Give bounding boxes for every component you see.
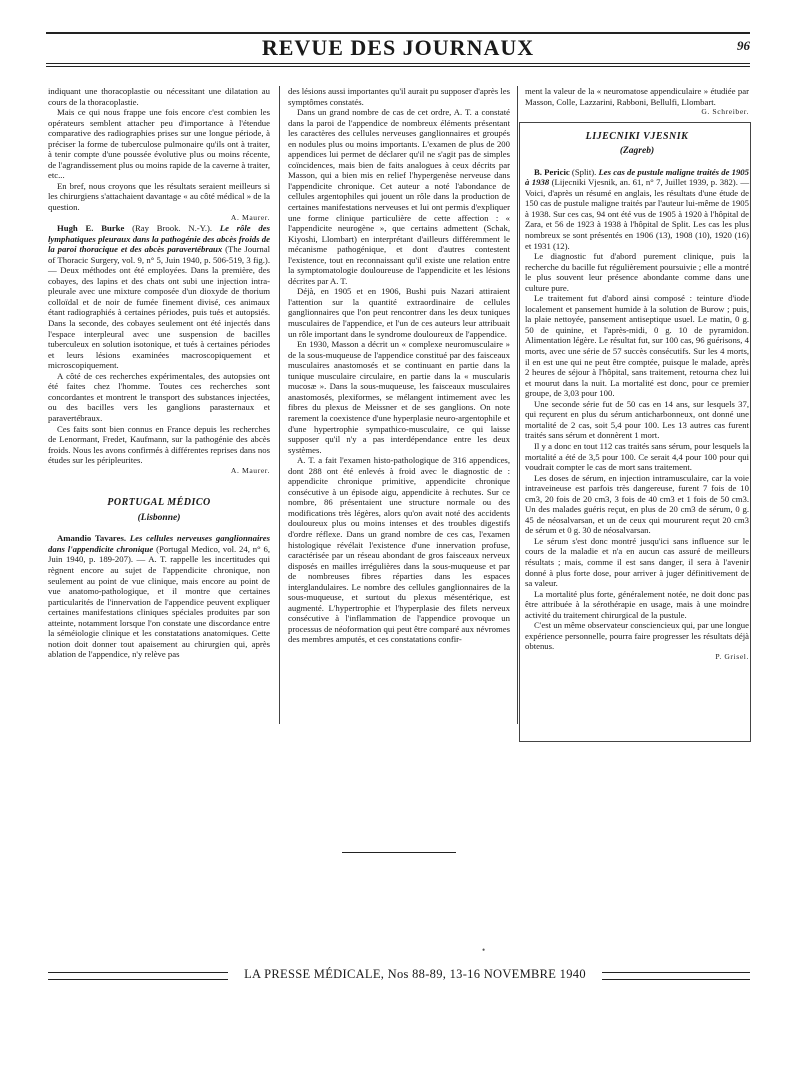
article-text: — Voici, d'après un résumé en anglais, les résultats d'une étude de 150 cas de pustule maligne traités par l'auteur lui-même de 1905 à 1938. Sur ces cas, 94 ont été vus de 1905 à 1920 à l'hôpital de Zara, et 56 de 1923 à 1938 à l'hôpital de Split. Les cas les plus nombreux se sont présentés en 1906 (13), 1908 (10), 1920 (16) et 1931 (12). xyxy=(525,177,749,251)
column-2 xyxy=(288,86,510,645)
paragraph: Dans un grand nombre de cas de cet ordre, A. T. a constaté dans la paroi de l'appendice de nombreux éléments présentant les caractères des cellules nerveuses ganglionnaires et groupés en nodules plus ou moins importants. L'examen de plus de 200 appendices lui permet de déclarer qu'il ne s'agit pas de simples coïncidences, mais bien de faits analogues à ceux décrits par Masson, qui a bien mis en relief l'hypergenèse nerveuse dans l'appendicite chronique. Cet auteur a noté l'abondance de cellules argentophiles qui jouent un rôle dans la production de certaines manifestations nerveuses et lui ont permis d'expliquer une forme clinique particulière de cette affection : « l'appendicite neurogène », que certains admettent (Schak, Kiyoshi, Llombart) en interprétant d'ailleurs différemment le mécanisme pathogénique, et dont d'autres contestent l'existence, tout en reconnaissant qu'il existe une relation entre la symptomatologie douloureuse de l'appendicite et les lésions décrites par A. T. xyxy=(288,107,510,286)
paragraph: Le sérum s'est donc montré jusqu'ici sans influence sur le cours de la maladie et n'a en aucun cas assuré de meilleurs résultats ; mais, comme il est sans danger, il sera à l'avenir donné à plus forte dose, pour arriver à juger définitivement de sa valeur. xyxy=(525,535,749,589)
paragraph: A. T. a fait l'examen histo-pathologique de 316 appendices, dont 288 ont été enlevés à froid avec le diagnostic de : appendicite chronique primitive, appendicite chronique consécutive à un épisode aigu, appendicite à rechutes. Sur ce nombre, 86 présentaient une structure normale ou des modifications très légères, alors qu'on avait noté des accidents douloureux plus ou moins intenses et des troubles digestifs d'ordre réflexe. Dans un grand nombre de ces cas, l'examen histologique révélait l'existence d'une innervation profuse, caractérisée par un réseau abondant de gros faisceaux nerveux disposés en mailles irrégulières dans la sous-muqueuse et par de nombreuses fibres réparties dans les espaces interglandulaires. Le nombre des cellules ganglionnaires de la sous-muqueuse, et surtout du plexus mésentérique, est augmenté. L'hypertrophie et l'hyperplasie des filets nerveux consécutive à l'inflammation de l'appendice provoque un processus de néoformation qui peut être comparé aux névromes des membres amputés, et ces constatations confir- xyxy=(288,455,510,645)
article-reference: (Portugal Medico, vol. 24, n° 6, Juin 1940, p. 189-207). xyxy=(48,543,270,565)
column-1 xyxy=(48,86,270,660)
article-place: (Ray Brook. N.-Y.). xyxy=(124,223,220,234)
column-divider xyxy=(517,86,518,724)
article-author: Hugh E. Burke xyxy=(57,223,125,234)
column-divider xyxy=(279,86,280,724)
paragraph: C'est un même observateur consciencieux qui, par une longue expérience personnelle, pourra faire progresser les résultats déjà obtenus. xyxy=(525,620,749,652)
article-burke xyxy=(48,223,270,371)
separator-rule xyxy=(342,852,456,853)
article-reference: (The Journal of Thoracic Surgery, vol. 9, n° 5, Juin 1940, p. 506-519, 3 fig.). xyxy=(48,244,270,265)
article-box-border xyxy=(519,122,751,742)
paragraph: des lésions aussi importantes qu'il aurait pu supposer d'après les symptômes constatés. xyxy=(288,86,510,107)
header-rule-bottom xyxy=(46,63,750,64)
section-title: LIJECNIKI VJESNIK xyxy=(585,130,689,142)
article-title: Les cellules nerveuses ganglionnaires dans l'appendicite chronique xyxy=(48,533,270,554)
article-text: — A. T. rappelle les incertitudes qui règnent encore au sujet de l'appendicite chronique, non seulement au point de vue clinique, mais encore au point de vue anatomo-pathologique, et il montre que certaines particularités de l'innervation de l'appendice peuvent expliquer certaines manifestations cliniques spéciales produites par son atteinte, notamment lorsque l'on constate une discordance entre la séméiologie clinique et les constatations anatomiques. Cette notion doit donner tout apaisement au chirurgien qui, après ablation de l'appendice, n'y relève pas xyxy=(48,554,270,660)
section-title: PORTUGAL MÉDICO xyxy=(107,497,211,509)
article-author: B. Pericic xyxy=(534,166,570,177)
signature: A. Maurer. xyxy=(230,212,270,222)
paragraph: Une seconde série fut de 50 cas en 14 ans, sur lesquels 37, qui reçurent en plus du sérum anticharbonneux, ont donné une mortalité de 2 cas, soit 5,4 pour 100. Les 13 autres cas furent traités sans sérum et donnèrent 1 mort. xyxy=(525,398,749,441)
paragraph: Mais ce qui nous frappe une fois encore c'est combien les opérateurs semblent attacher peu d'importance à l'étendue comparative des radiographies prises sur une longue période, à préciser la forme de tuberculose pulmonaire qu'ils ont à traiter, à tenir compte d'une poussée évolutive plus ou moins récente, de l'agrandissement plus ou moins rapide de la caverne à traiter, etc... xyxy=(48,107,270,181)
paragraph: Il y a donc en tout 112 cas traités sans sérum, pour lesquels la mortalité a été de 3,5 pour 100. Ce serait 4,4 pour 100 pour qui voudrait compter le cas de mort sans traitement. xyxy=(525,440,749,473)
signature: A. Maurer. xyxy=(230,465,270,475)
article-place: (Split). xyxy=(569,166,599,177)
article-text: — Deux méthodes ont été employées. Dans la première, des cobayes, des lapins et des chats ont subi une injection intra-pleurale avec une mixture composée d'un dioxyde de thorium colloïdal et de noir de fumée finement divisé, ces animaux étant radiographiés à certaines périodes, puis tués et autopsiés. Dans la seconde, des cobayes seulement ont été injectés dans l'espace interpleural avec une suspension de bacilles tuberculeux en solution isotonique, et tués à certaines périodes et leurs lésions examinées macroscopiquement et microscopiquement. xyxy=(48,265,270,371)
paragraph: Le diagnostic fut d'abord purement clinique, puis la recherche du bacille fut régulièrement poursuivie ; elle a montré le plus souvent leur présence abondante comme dans une culture pure. xyxy=(525,251,749,293)
article-author: Amandio Tavares. xyxy=(57,533,127,544)
paragraph: En bref, nous croyons que les résultats seraient meilleurs si les chirurgiens s'attachaient davantage « au côté médical » de la question. xyxy=(48,180,270,213)
paragraph: ment la valeur de la « neuromatose appendiculaire » étudiée par Masson, Colle, Lazzarini, Rabboni, Bellulfi, Llombart. xyxy=(525,86,749,107)
section-subtitle: (Zagreb) xyxy=(619,146,655,157)
article-tavares xyxy=(48,533,270,660)
section-subtitle: (Lisbonne) xyxy=(137,512,181,523)
header-rule-top xyxy=(46,32,750,34)
footer-rule-right xyxy=(602,972,750,980)
page-number: 96 xyxy=(737,38,750,53)
article-title: Le rôle des lymphatiques pleuraux dans la pathogénie des abcès froids de la paroi thoracique et des abcès paravertébraux xyxy=(48,223,270,255)
paragraph: A côté de ces recherches expérimentales, des autopsies ont été faites chez l'homme. Toutes ces recherches sont concordantes et montrent le transport des substances injectées, ou des bacilles vers les ganglions parasternaux et paravertébraux. xyxy=(48,370,270,423)
paragraph: Le traitement fut d'abord ainsi composé : teinture d'iode localement et pansement humide à la solution de Burow ; puis, la plaie nettoyée, pansement antiseptique usuel. Le matin, 0 g. 50 de quinine, et l'après-midi, 0 g. 10 de pyramidon. Alimentation légère. Le résultat fut, sur 100 cas, 96 guérisons, 4 morts, avec une série de 57 succès consécutifs. Sur les 4 morts, il en est une qui ne peut être comptée, puisque le malade, après 2 heures de séjour à l'hôpital, sans traitement, retourna chez lui et mourut dans la nuit. La mortalité est donc, pour ce premier groupe, de 3,03 pour 100. xyxy=(525,293,749,399)
paragraph: Déjà, en 1905 et en 1906, Bushi puis Nazari attiraient l'attention sur la quantité extraordinaire de cellules ganglionnaires que l'on peut rencontrer dans les deux tuniques musculaires de l'appendice, et l'un de ces auteurs leur attribuait un rôle important dans le syndrome douloureux de l'appendice. xyxy=(288,286,510,339)
signature: P. Grisel. xyxy=(715,651,749,661)
running-head: REVUE DES JOURNAUX xyxy=(261,35,535,60)
dot-mark: • xyxy=(482,945,486,955)
signature: G. Schreiber. xyxy=(701,107,749,117)
article-title: Les cas de pustule maligne traités de 1905 à 1938 xyxy=(525,166,749,188)
footer-running-title: LA PRESSE MÉDICALE, Nos 88-89, 13-16 NOVEMBRE 1940 xyxy=(244,967,586,981)
paragraph: La mortalité plus forte, généralement notée, ne doit donc pas être attribuée à la sérothérapie en usage, mais à une moindre activité du traitement chirurgical de la pustule. xyxy=(525,588,749,620)
article-reference: (Lijecniki Vjesnik, an. 61, n° 7, Juillet 1939, p. 382). xyxy=(549,177,741,188)
paragraph: indiquant une thoracoplastie ou nécessitant une dilatation au cours de la thoracoplastie. xyxy=(48,86,270,107)
paragraph: Les doses de sérum, en injection intramusculaire, car la voie intraveineuse est parfois très dangereuse, furent 7 fois de 10 cm3, 20 fois de 20 cm3, 3 fois de 40 cm3 et 1 fois de 50 cm3. Un des malades guéris reçut, en plus de 20 cm3 de sérum, 0 g. 45 de néosalvarsan, et un de ceux qui moururent reçut 20 cm3 de sérum et 0 g. 30 de néosalvarsan. xyxy=(525,472,749,536)
paragraph: En 1930, Masson a décrit un « complexe neuromusculaire » de la sous-muqueuse de l'appendice constitué par des faisceaux musculaires anastomosés et se continuant en partie dans la tunique musculaire circulaire, en partie dans la « muscularis mucosæ ». Dans la sous-muqueuse, les faisceaux musculaires anastomosés, plexiformes, se mélangent intimement avec les fibres du plexus de Meissner et de ses ganglions. On note rarement la coexistence d'une hyperplasie neuro-argentophile et d'une hypertrophie sympathico-musculaire, ce qui laisse supposer qu'il n'y a pas interdépendance entre les deux systèmes. xyxy=(288,339,510,455)
paragraph: Ces faits sont bien connus en France depuis les recherches de Lenormant, Fredet, Kaufmann, sur la pathogénie des abcès froids. Nous les avons confirmés à différentes reprises dans nos études sur les péripleurites. xyxy=(48,423,270,466)
footer-rule-left xyxy=(48,972,228,980)
header-rule-bottom-2 xyxy=(46,66,750,67)
